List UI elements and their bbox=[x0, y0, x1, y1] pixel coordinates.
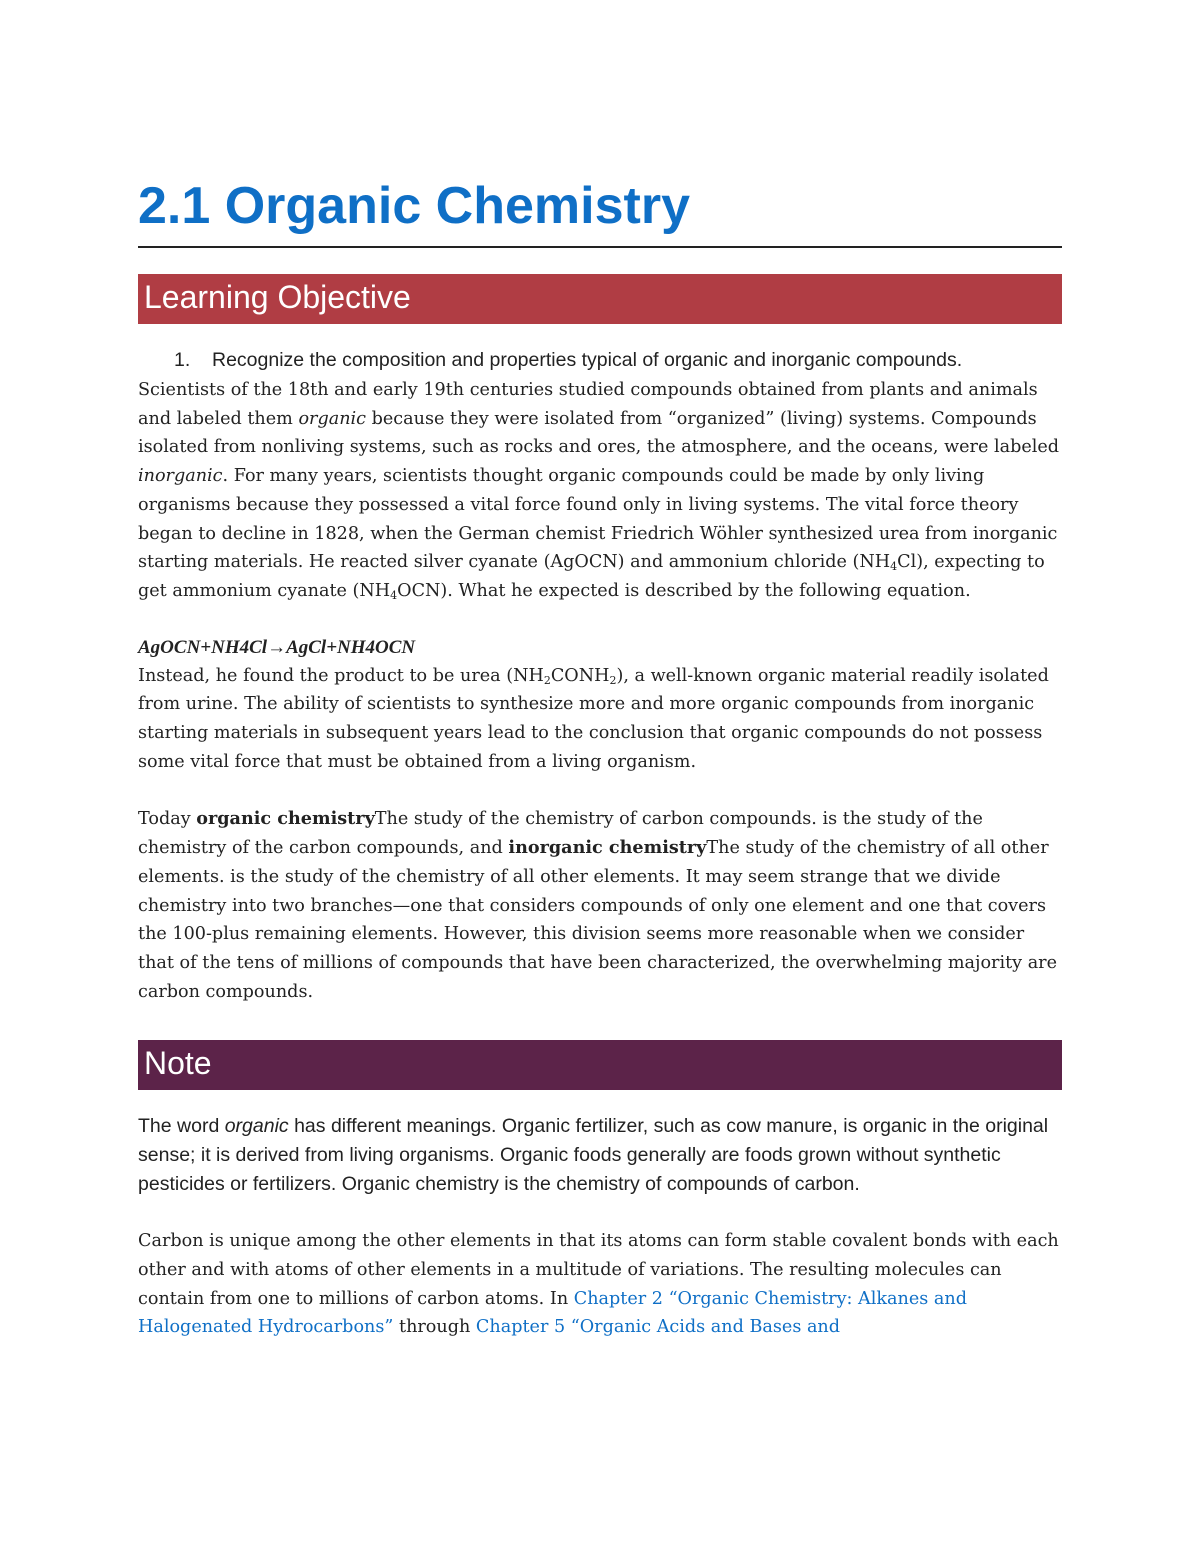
emphasis-organic: organic bbox=[298, 408, 367, 429]
text-run: because they were isolated from “organized” (living) systems. Compounds isolated from nonliving systems, such as rocks and ores, the atmosphere, and the oceans, were labeled bbox=[138, 408, 1060, 458]
emphasis-organic: organic bbox=[224, 1115, 289, 1138]
text-run: Scientists of the 18th and early 19th centuries studied compounds obtained from plants and animals and labeled them bbox=[138, 380, 1038, 429]
objective-list bbox=[138, 346, 1062, 374]
learning-objective-banner: Learning Objective bbox=[138, 274, 1062, 324]
text-run: through bbox=[393, 1317, 476, 1338]
page-title: 2.1 Organic Chemistry bbox=[138, 177, 690, 235]
text-run: The study of the chemistry of carbon compounds. is the study of the chemistry of the carbon compounds, and bbox=[138, 809, 983, 859]
emphasis-inorganic: inorganic bbox=[138, 466, 223, 487]
text-run: Carbon is unique among the other elements in that its atoms can form stable covalent bonds with each other and with atoms of other elements in a multitude of variations. The resulting molecules can contain from one to millions of carbon atoms. In bbox=[138, 1231, 1059, 1309]
term-organic-chemistry: organic chemistry bbox=[196, 808, 375, 830]
text-run: OCN). What he expected is described by the following equation. bbox=[397, 580, 971, 601]
paragraph-definitions bbox=[138, 805, 1062, 1006]
document-page bbox=[138, 170, 1062, 1342]
subscript: 4 bbox=[390, 588, 398, 602]
objective-text: Recognize the composition and properties typical of organic and inorganic compounds. bbox=[212, 349, 963, 371]
text-run: CONH bbox=[550, 665, 610, 686]
subscript: 2 bbox=[609, 673, 617, 687]
text-run: Instead, he found the product to be urea (NH bbox=[138, 665, 544, 686]
text-run: Today bbox=[138, 809, 197, 830]
note-banner: Note bbox=[138, 1040, 1062, 1090]
paragraph-urea bbox=[138, 662, 1062, 777]
text-run: . For many years, scientists thought organic compounds could be made by only living organisms because they possessed a vital force found only in living systems. The vital force theory began to decline in 1828, when the German chemist Friedrich Wöhler synthesized urea from inorganic starting materials. He reacted silver cyanate (AgOCN) and ammonium chloride (NH bbox=[138, 466, 1058, 573]
text-run: has different meanings. Organic fertilizer, such as cow manure, is organic in the original sense; it is derived from living organisms. Organic foods generally are foods grown without synthetic pesticides or fertilizers. Organic chemistry is the chemistry of compounds of carbon. bbox=[138, 1115, 1049, 1196]
chapter-5-link[interactable]: Chapter 5 “Organic Acids and Bases and bbox=[475, 1317, 841, 1338]
paragraph-carbon bbox=[138, 1227, 1062, 1342]
text-run: The word bbox=[138, 1115, 225, 1138]
note-text bbox=[138, 1112, 1062, 1199]
list-number: 1. bbox=[174, 349, 191, 371]
text-run: Cl), expecting to get ammonium cyanate (NH bbox=[138, 552, 1045, 601]
list-item bbox=[138, 346, 1062, 374]
text-run: ), a well-known organic material readily isolated from urine. The ability of scientists to synthesize more and more organic compounds from inorganic starting materials in subsequent years lead to the conclusion that organic compounds do not possess some vital force that must be obtained from a living organism. bbox=[138, 665, 1049, 772]
text-run: The study of the chemistry of all other elements. is the study of the chemistry of all other elements. It may seem strange that we divide chemistry into two branches—one that considers compounds of only one element and one that covers the 100-plus remaining elements. However, this division seems more reasonable when we consider that of the tens of millions of compounds that have been characterized, the overwhelming majority are carbon compounds. bbox=[138, 838, 1058, 1002]
paragraph-history bbox=[138, 376, 1062, 606]
chapter-2-link[interactable]: Chapter 2 “Organic Chemistry: Alkanes and Halogenated Hydrocarbons” bbox=[138, 1288, 967, 1338]
term-inorganic-chemistry: inorganic chemistry bbox=[508, 837, 707, 859]
title-divider bbox=[138, 246, 1062, 248]
chemical-equation: AgOCN+NH4Cl→AgCl+NH4OCN bbox=[138, 636, 416, 658]
subscript: 2 bbox=[543, 673, 551, 687]
subscript: 4 bbox=[890, 560, 898, 574]
